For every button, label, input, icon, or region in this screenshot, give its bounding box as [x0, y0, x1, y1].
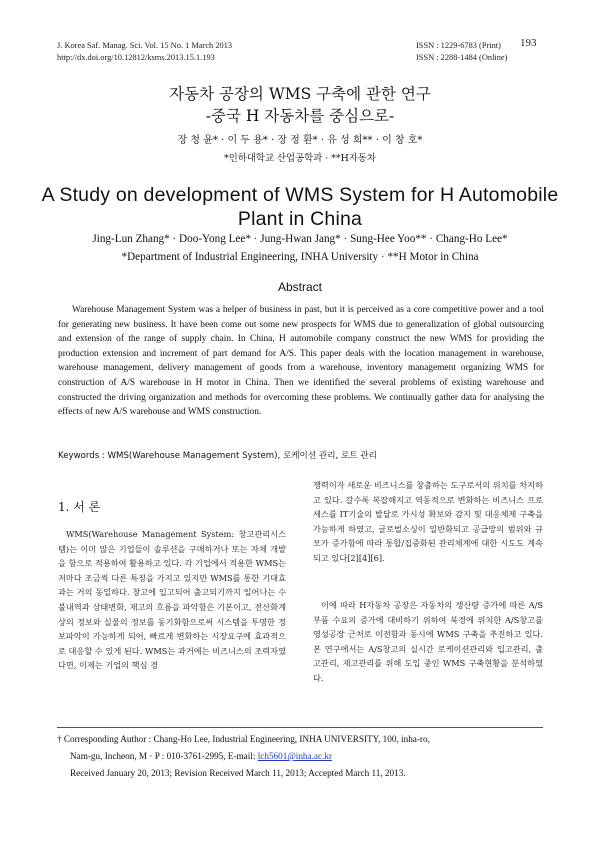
- journal-citation: J. Korea Saf. Manag. Sci. Vol. 15 No. 1 March 2013: [57, 41, 233, 50]
- korean-affiliation: *인하대학교 산업공학과 · **H자동차: [224, 153, 376, 164]
- english-title-line1: A Study on development of WMS System for H Automobile: [41, 184, 559, 206]
- received-dates: Received January 20, 2013; Revision Received March 11, 2013; Accepted March 11, 2013.: [70, 768, 406, 778]
- footnote-rule: [57, 727, 543, 728]
- english-affiliation: *Department of Industrial Engineering, INHA University · **H Motor in China: [121, 251, 479, 263]
- english-title-line2: Plant in China: [237, 208, 363, 230]
- issn-online: ISSN : 2288-1484 (Online): [416, 53, 508, 62]
- issn-print: ISSN : 1229-6783 (Print): [416, 41, 501, 50]
- contact-text: Nam-gu, Incheon, M · P : 010-3761-2995, E-mail:: [70, 751, 258, 761]
- doi-line: http://dx.doi.org/10.12812/ksms.2013.15.1.193: [57, 53, 215, 62]
- section-heading: 1. 서 론: [58, 500, 101, 514]
- korean-title-line2: -중국 H 자동차를 중심으로-: [205, 107, 395, 125]
- english-authors: Jing-Lun Zhang* · Doo-Yong Lee* · Jung-Hwan Jang* · Sung-Hee Yoo** · Chang-Ho Lee*: [92, 233, 508, 245]
- page-number: 193: [520, 37, 537, 49]
- corresponding-author: † Corresponding Author : Chang-Ho Lee, Industrial Engineering, INHA UNIVERSITY, 100, inha-ro,: [57, 734, 430, 744]
- abstract-heading: Abstract: [277, 280, 322, 294]
- korean-authors: 장 청 윤* · 이 두 용* · 장 정 환* · 유 성 희** · 이 창 호*: [177, 135, 423, 146]
- email-link[interactable]: lch5601@inha.ac.kr: [257, 751, 332, 761]
- right-column-paragraph-2: 이에 따라 H자동차 공장은 자동차의 생산량 증가에 따른 A/S부품 수요의 증가에 대비하기 위하여 북경에 위치한 A/S창고를 영성공장 근처로 이전함과 동시에 WMS 구축을 추진하고 있다. 본 연구에서는 A/S창고의 실시간 로케이션관리와 입고관리, 출고관리, 재고관리를 위해 도입 중인 WMS 구축현황을 분석하였다.: [313, 600, 543, 683]
- contact-line: [70, 748, 332, 764]
- korean-title-line1: 자동차 공장의 WMS 구축에 관한 연구: [169, 85, 431, 103]
- right-column-paragraph-1: 쟁력이자 새로운 비즈니스를 창출하는 도구로서의 위치를 차지하고 있다. 갈수록 복잡해지고 역동적으로 변화하는 비즈니스 프로세스를 IT기술의 발달로 가시성 확보와 감지 및 대응체제 구축을 가능하게 하였고, 글로벌소싱이 일반화되고 공급망의 범위와 규모가 증가함에 따라 통합/집중화된 관리체계에 대한 시도도 계속되고 있다[2][4][6].: [313, 480, 543, 563]
- keywords: Keywords : WMS(Warehouse Management System), 로케이션 관리, 로트 관리: [58, 451, 377, 461]
- left-column-paragraph: WMS(Warehouse Management System: 창고관리시스템)는 이미 많은 기업들이 솔루션을 구매하거나 또는 자체 개발을 함으로 적용하여 활용하고 있다. 각 기업에서 적용한 WMS는 저마다 조금씩 다른 특징을 가지고 있지만 WMS를 통한 기대효과는 거의 동일하다. 창고에 입고되어 출고되기까지 일어나는 수불내역과 상태변화, 재고의 흐름을 파악함은 기본이고, 전산화계상의 정보와 실물의 정보를 동기화함으로써 시스템을 투명한 정보파악이 가능하게 되어, 빠르게 변화하는 시장요구에 효과적으로 대응할 수 있게 된다. WMS는 과거에는 비즈니스의 조력자였다면, 이제는 기업의 핵심 경: [58, 529, 286, 671]
- abstract-body: Warehouse Management System was a helper of business in past, but it is perceived as a core competitive power and a tool for generating new business. It have been come out some new prospects for WMS due to generalization of global outsourcing and extension of the range of supply chain. In China, H automobile company construct the new WMS for providing the production extension and increment of part demand for A/S. This paper deals with the location management in warehouse, warehouse management, delivery management of goods from a warehouse, inventory management organizing WMS for construction of A/S warehouse in H motor in China. Then we identified the several problems of existing warehouse and constructed the driving organization and methods for overcoming these problems. We continually gather data for analysing the effects of new A/S warehouse and WMS construction.: [58, 305, 544, 418]
